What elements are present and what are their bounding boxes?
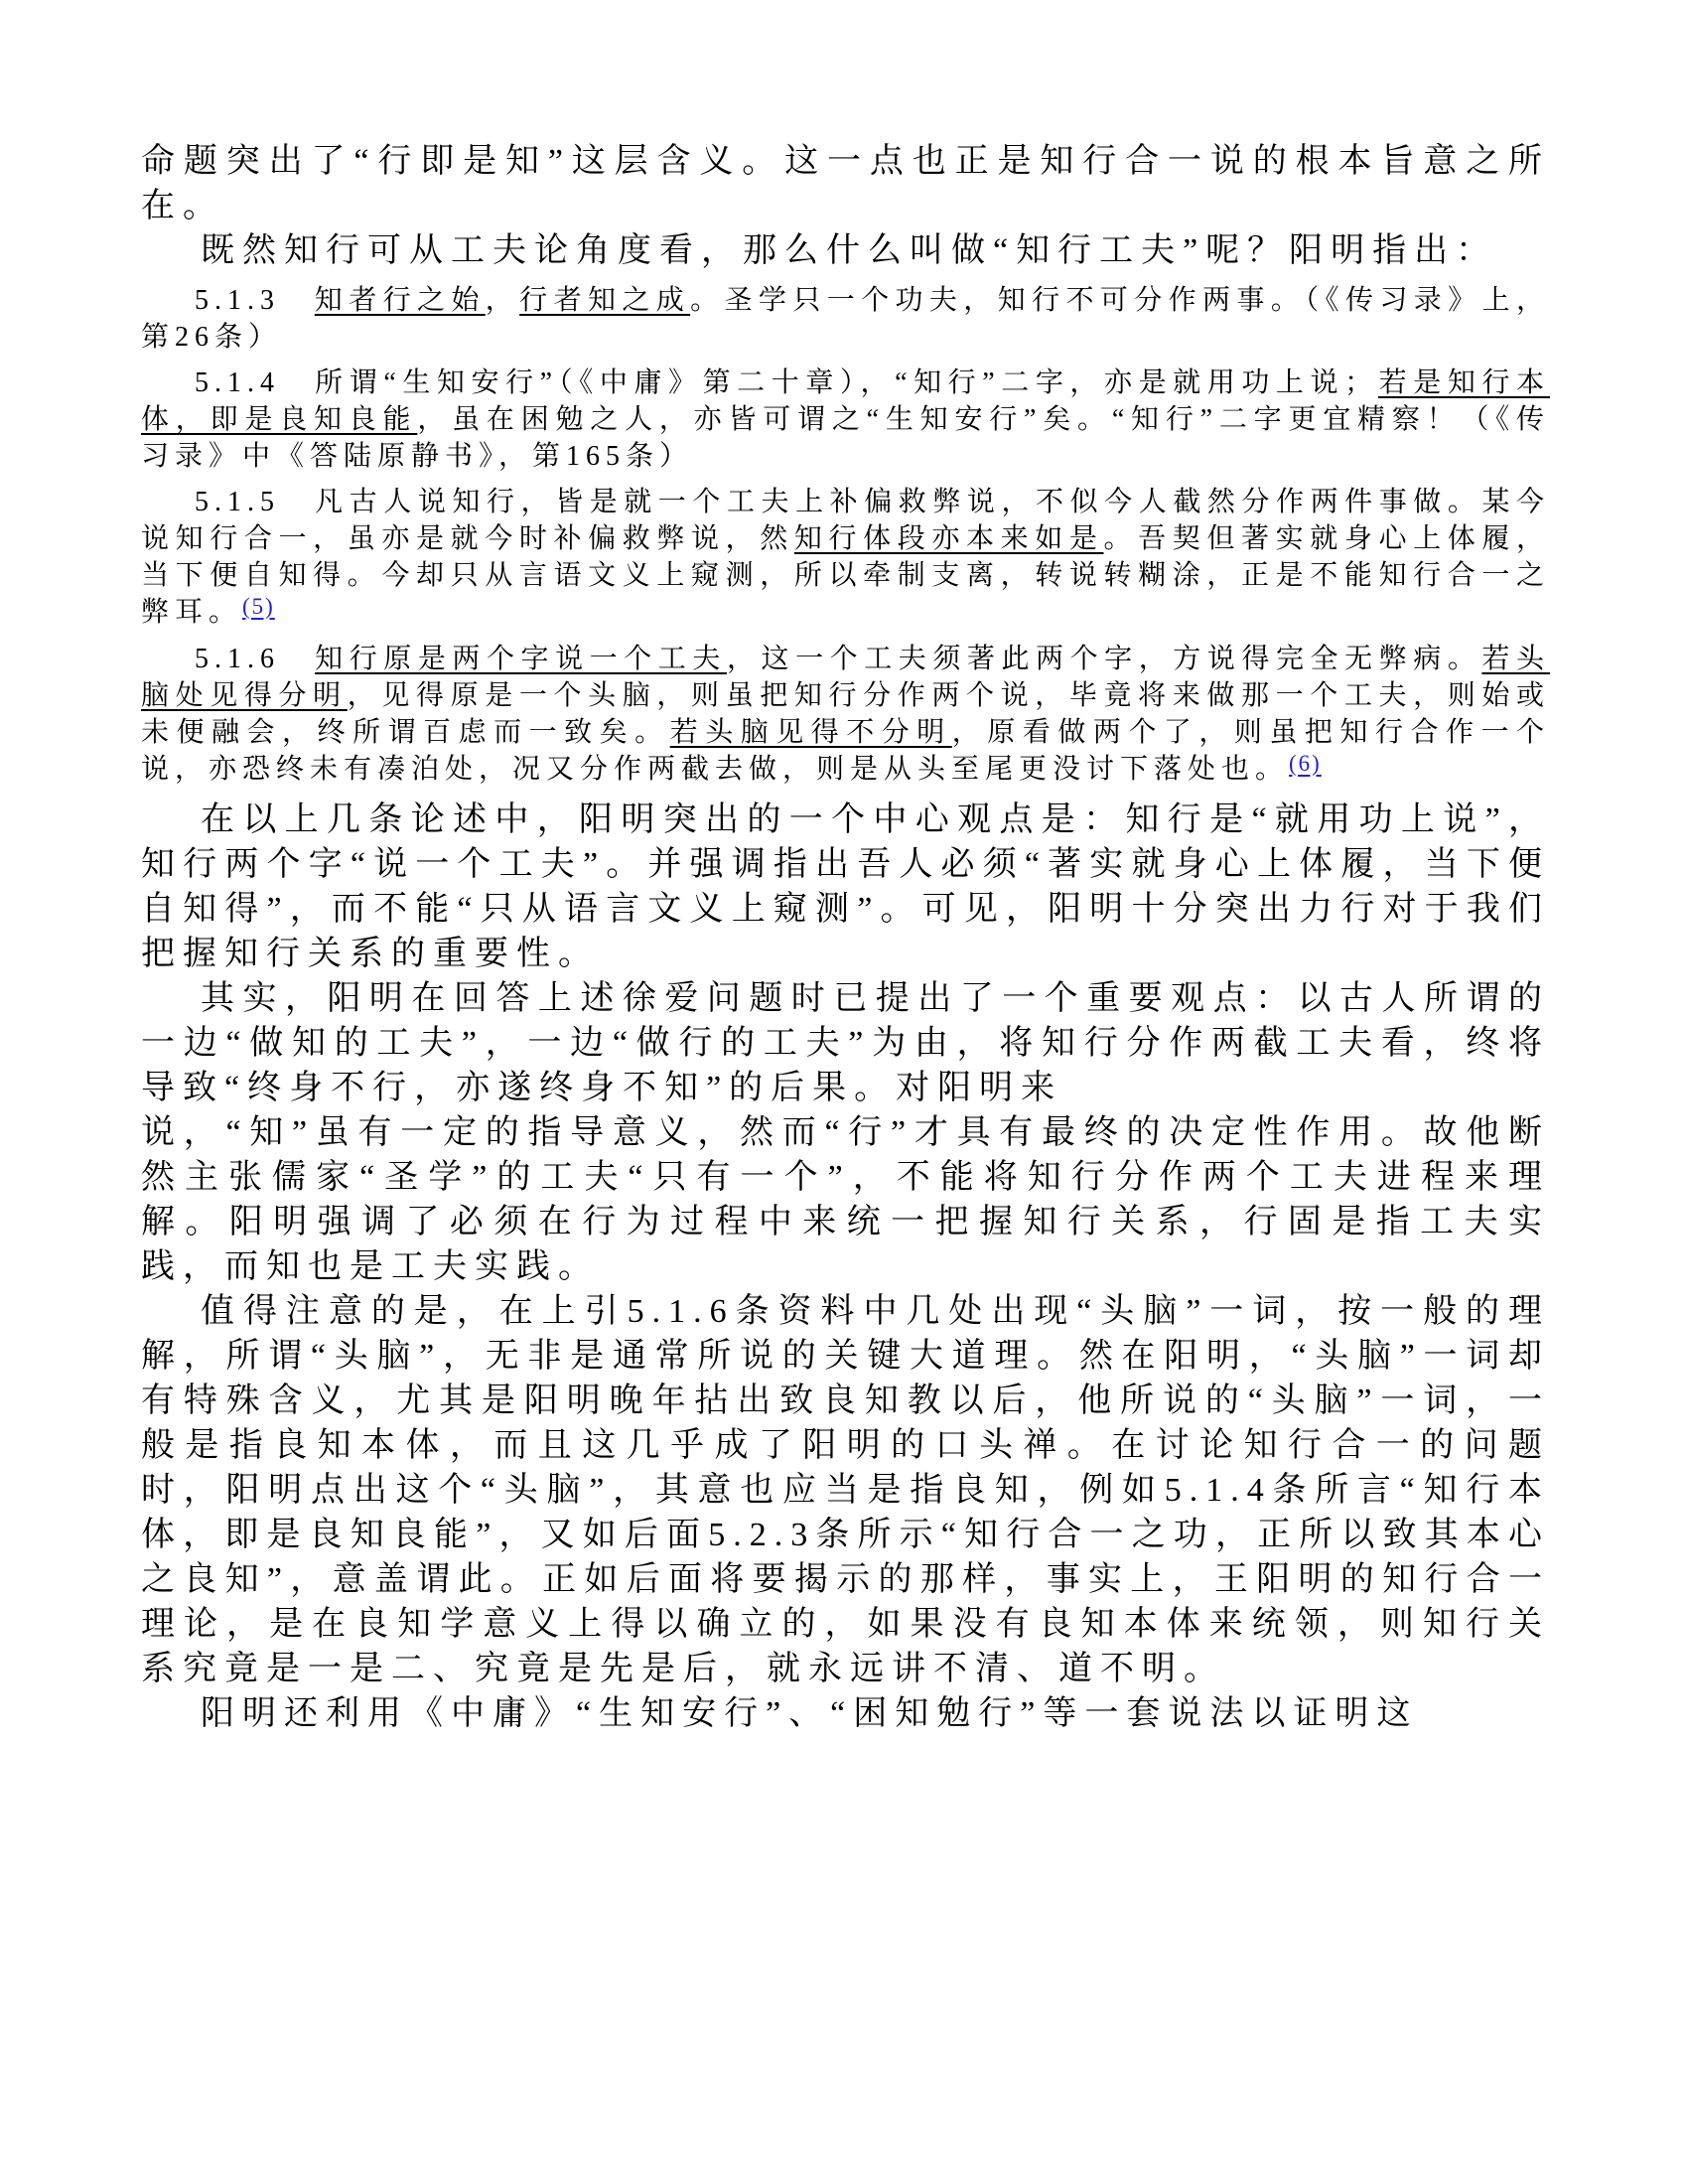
underlined-text: 若头脑处见得分明 <box>141 644 1550 711</box>
quote-block-5-1-4 <box>141 364 1550 475</box>
body-paragraph-analysis-2 <box>141 976 1550 1289</box>
underlined-text: 行者知之成 <box>519 285 691 316</box>
text-run: 5.1.5 凡古人说知行，皆是就一个工夫上补偏救弊说，不似今人截然分作两件事做。某今说知行合一，虽亦是就今时补偏救弊说，然 <box>141 487 1550 554</box>
footnote-link-5[interactable]: (5) <box>242 593 275 619</box>
text-run: 。圣学只一个功夫，知行不可分作两事。（《传习录》上，第26条） <box>141 285 1550 353</box>
text-run: 值得注意的是，在上引5.1.6条资料中几处出现“头脑”一词，按一般的理解，所谓“头脑”，无非是通常所说的关键大道理。然在阳明，“头脑”一词却有特殊含义，尤其是阳明晚年拈出致良知教以后，他所说的“头脑”一词，一般是指良知本体，而且这几乎成了阳明的口头禅。在讨论知行合一的问题时，阳明点出这个“头脑”，其意也应当是指良知，例如5.1.4条所言“知行本体，即是良知良能”，又如后面5.2.3条所示“知行合一之功，正所以致其本心之良知”，意盖谓此。正如后面将要揭示的那样，事实上，王阳明的知行合一理论，是在良知学意义上得以确立的，如果没有良知本体来统领，则知行关系究竟是一是二、究竟是先是后，就永远讲不清、道不明。 <box>141 1293 1550 1687</box>
text-run: 既然知行可从工夫论角度看，那么什么叫做“知行工夫”呢？阳明指出： <box>201 232 1498 269</box>
underlined-text: 若头脑见得不分明 <box>669 717 952 748</box>
text-run: 5.1.4 所谓“生知安行”（《中庸》第二十章），“知行”二字，亦是就用功上说； <box>195 367 1379 398</box>
underlined-text: 知者行之始 <box>314 285 486 316</box>
body-paragraph-analysis-1 <box>141 798 1550 976</box>
body-paragraph-intro <box>141 228 1550 273</box>
text-run: 其实，阳明在回答上述徐爱问题时已提出了一个重要观点：以古人所谓的一边“做知的工夫”，一边“做行的工夫”为由，将知行分作两截工夫看，终将导致“终身不行，亦遂终身不知”的后果。对阳明来 <box>141 980 1550 1106</box>
text-run: ，虽在困勉之人，亦皆可谓之“生知安行”矣。“知行”二字更宜精察！（《传习录》中《答陆原静书》，第165条） <box>141 404 1550 472</box>
text-run: 在以上几条论述中，阳明突出的一个中心观点是：知行是“就用功上说”，知行两个字“说一个工夫”。并强调指出吾人必须“著实就身心上体履，当下便自知得”，而不能“只从语言文义上窥测”。可见，阳明十分突出力行对于我们把握知行关系的重要性。 <box>141 801 1550 972</box>
text-run: ，这一个工夫须著此两个字，方说得完全无弊病。 <box>726 644 1482 674</box>
text-run: 。吾契但著实就身心上体履，当下便自知得。今却只从言语文义上窥测，所以牵制支离，转说转糊涂，正是不能知行合一之弊耳。 <box>141 523 1550 628</box>
body-paragraph-opening <box>141 139 1550 228</box>
text-run: 5.1.3 <box>195 285 315 316</box>
quote-block-5-1-5 <box>141 484 1550 632</box>
quote-block-5-1-6 <box>141 641 1550 789</box>
footnote-link-6[interactable]: (6) <box>1289 750 1322 776</box>
body-paragraph-closing <box>141 1691 1550 1736</box>
text-run: ， <box>485 285 520 316</box>
text-run: 说，“知”虽有一定的指导意义，然而“行”才具有最终的决定性作用。故他断然主张儒家“圣学”的工夫“只有一个”，不能将知行分作两个工夫进程来理解。阳明强调了必须在行为过程中来统一把握知行关系，行固是指工夫实践，而知也是工夫实践。 <box>141 1114 1550 1285</box>
body-paragraph-analysis-3 <box>141 1289 1550 1691</box>
underlined-text: 知行体段亦本来如是 <box>793 523 1104 554</box>
text-run: 阳明还利用《中庸》“生知安行”、“困知勉行”等一套说法以证明这 <box>201 1695 1419 1732</box>
quote-block-5-1-3 <box>141 282 1550 356</box>
underlined-text: 知行原是两个字说一个工夫 <box>315 644 727 674</box>
underlined-text: 若是知行本体，即是良知良能 <box>141 367 1550 435</box>
text-run: 命题突出了“行即是知”这层含义。这一点也正是知行合一说的根本旨意之所在。 <box>141 143 1550 224</box>
text-run: ，原看做两个了，则虽把知行合作一个说，亦恐终未有凑泊处，况又分作两截去做，则是从头至尾更没讨下落处也。 <box>141 717 1550 785</box>
text-run: ，见得原是一个头脑，则虽把知行分作两个说，毕竟将来做那一个工夫，则始或未便融会，终所谓百虑而一致矣。 <box>141 680 1550 748</box>
text-run: 5.1.6 <box>195 644 316 674</box>
